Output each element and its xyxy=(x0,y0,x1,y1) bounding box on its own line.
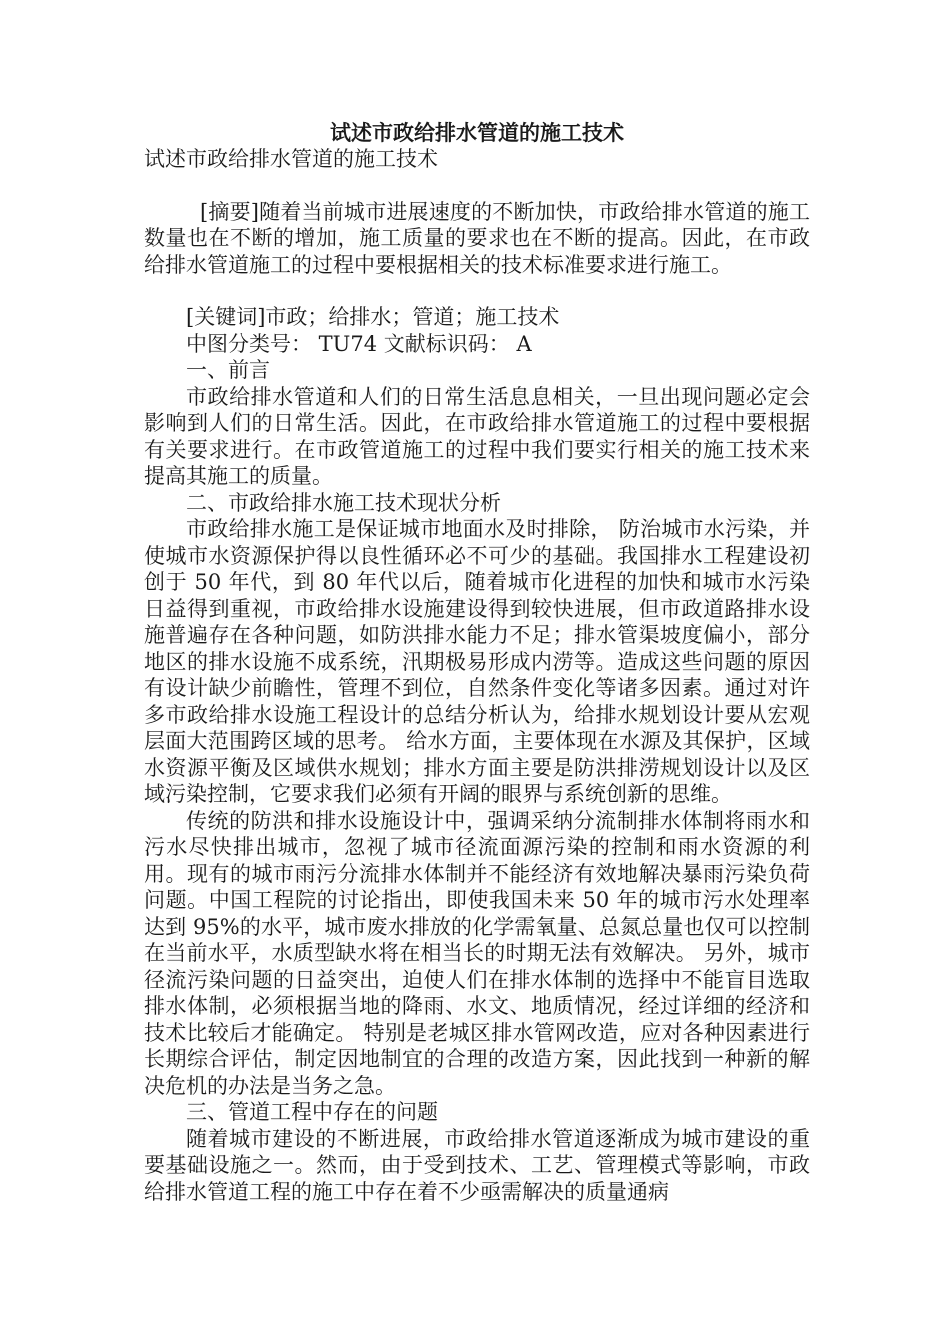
body-paragraph: 传统的防洪和排水设施设计中，强调采纳分流制排水体制将雨水和污水尽快排出城市，忽视了城市径流面源污染的控制和雨水资源的利用。现有的城市雨污分流排水体制并不能经济有效地解决暴雨污染负荷问题。中国工程院的讨论指出，即使我国未来 50 年的城市污水处理率达到 95%的水平，城市废水排放的化学需氧量、总氮总量也仅可以控制在当前水平，水质型缺水将在相当长的时期无法有效解决。 另外，城市径流污染问题的日益突出，迫使人们在排水体制的选择中不能盲目选取排水体制，必须根据当地的降雨、水文、地质情况，经过详细的经济和技术比较后才能确定。 特别是老城区排水管网改造，应对各种因素进行长期综合评估，制定因地制宜的合理的改造方案，因此找到一种新的解决危机的办法是当务之急。 xyxy=(144,808,810,1098)
body-paragraph: 市政给排水施工是保证城市地面水及时排除， 防治城市水污染，并使城市水资源保护得以良性循环必不可少的基础。我国排水工程建设初创于 50 年代，到 80 年代以后，随着城市化进程的加快和城市水污染日益得到重视，市政给排水设施建设得到较快进展，但市政道路排水设施普遍存在各种问题，如防洪排水能力不足；排水管渠坡度偏小，部分地区的排水设施不成系统，汛期极易形成内涝等。造成这些问题的原因有设计缺少前瞻性，管理不到位，自然条件变化等诸多因素。通过对许多市政给排水设施工程设计的总结分析认为，给排水规划设计要从宏观层面大范围跨区域的思考。 给水方面，主要体现在水源及其保护，区域水资源平衡及区域供水规划；排水方面主要是防洪排涝规划设计以及区域污染控制，它要求我们必须有开阔的眼界与系统创新的思维。 xyxy=(144,517,810,806)
section-heading-problems: 三、管道工程中存在的问题 xyxy=(186,1100,438,1124)
document-title: 试述市政给排水管道的施工技术 xyxy=(330,120,624,145)
section-heading-introduction: 一、前言 xyxy=(186,358,270,382)
body-paragraph: 市政给排水管道和人们的日常生活息息相关，一旦出现问题必定会影响到人们的日常生活。因此，在市政给排水管道施工的过程中要根据有关要求进行。在市政管道施工的过程中我们要实行相关的施工技术来提高其施工的质量。 xyxy=(144,384,810,488)
classification-line: 中图分类号： TU74 文献标识码： A xyxy=(186,331,532,356)
document-body xyxy=(144,120,810,1205)
abstract-paragraph: [摘要]随着当前城市进展速度的不断加快，市政给排水管道的施工数量也在不断的增加，施工质量的要求也在不断的提高。因此，在市政给排水管道施工的过程中要根据相关的技术标准要求进行施工。 xyxy=(144,199,810,277)
document-subtitle: 试述市政给排水管道的施工技术 xyxy=(144,147,438,171)
body-paragraph: 随着城市建设的不断进展，市政给排水管道逐渐成为城市建设的重要基础设施之一。然而，由于受到技术、工艺、管理模式等影响，市政给排水管道工程的施工中存在着不少亟需解决的质量通病 xyxy=(144,1126,810,1204)
keywords-line: [关键词]市政；给排水；管道；施工技术 xyxy=(186,305,560,329)
section-heading-status-analysis: 二、市政给排水施工技术现状分析 xyxy=(186,490,501,515)
